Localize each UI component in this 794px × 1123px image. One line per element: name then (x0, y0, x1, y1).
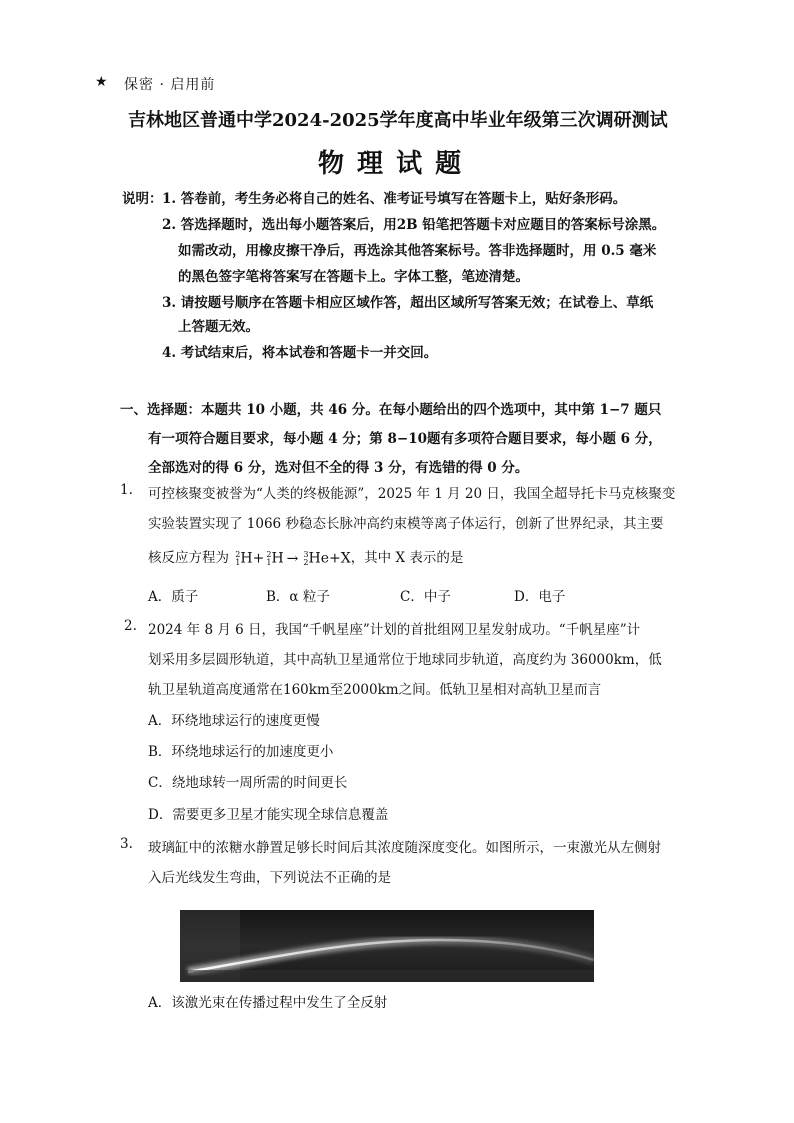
instruction-line: 的黑色签字笔将答案写在答题卡上。字体工整，笔迹清楚。 (178, 269, 529, 285)
charge-number: 1 (266, 557, 272, 567)
reaction-equation-line (148, 546, 463, 567)
option-a: A．环绕地球运行的速度更慢 (148, 713, 320, 729)
laser-beam-photo (180, 910, 594, 982)
equation-prefix: 核反应方程为 (148, 550, 234, 566)
mass-number: 2 (235, 549, 241, 559)
subject-title: 物 理 试 题 (318, 149, 464, 179)
reaction-arrow: → (286, 550, 299, 567)
option-d: D．电子 (514, 589, 566, 605)
section-heading-line: 有一项符合题目要求，每小题 4 分；第 8−10题有多项符合题目要求，每小题 6 分， (148, 431, 662, 447)
option-b: B．环绕地球运行的加速度更小 (148, 744, 334, 760)
question-text: 划采用多层圆形轨道，其中高轨卫星通常位于地球同步轨道，高度约为 36000km，低 (148, 652, 662, 668)
option-b: B．α 粒子 (266, 589, 330, 605)
instruction-line: 2. 答选择题时，选出每小题答案后，用2B 铅笔把答题卡对应题目的答案标号涂黑。 (162, 217, 666, 233)
question-text: 2024 年 8 月 6 日，我国“千帆星座”计划的首批组网卫星发射成功。“千帆星座”计 (148, 622, 641, 638)
option-d: D．需要更多卫星才能实现全球信息覆盖 (148, 807, 389, 823)
charge-number: 1 (235, 557, 241, 567)
question-text: 玻璃缸中的浓糖水静置足够长时间后其浓度随深度变化。如图所示，一束激光从左侧射 (148, 840, 661, 856)
instruction-line: 如需改动，用橡皮擦干净后，再选涂其他答案标号。答非选择题时，用 0.5 毫米 (178, 243, 657, 259)
option-a: A．该激光束在传播过程中发生了全反射 (148, 995, 388, 1011)
symbol-h: H (240, 550, 253, 567)
mass-number: 3 (303, 549, 309, 559)
plus-sign: + (252, 550, 265, 567)
option-a: A．质子 (148, 589, 199, 605)
charge-number: 2 (303, 557, 309, 567)
mass-number: 2 (266, 549, 272, 559)
section-heading: 一、选择题：本题共 10 小题，共 46 分。在每小题给出的四个选项中，其中第 1−7 题只 (120, 402, 662, 418)
plus-sign: + (328, 550, 341, 567)
symbol-h: H (271, 550, 284, 567)
question-text: 入后光线发生弯曲，下列说法不正确的是 (148, 870, 391, 886)
confidential-label: 保密 · 启用前 (124, 77, 216, 93)
question-number: 1. (120, 482, 133, 498)
question-text: 实验装置实现了 1066 秒稳态长脉冲高约束模等离子体运行，创新了世界纪录，其主要 (148, 516, 664, 532)
question-number: 2. (124, 618, 137, 634)
instruction-line: 4. 考试结束后，将本试卷和答题卡一并交回。 (162, 345, 438, 361)
option-c: C．中子 (400, 589, 451, 605)
instruction-line: 上答题无效。 (178, 319, 259, 335)
question-number: 3. (120, 836, 133, 852)
symbol-he: He (308, 550, 329, 567)
equation-suffix: ，其中 X 表示的是 (350, 550, 464, 566)
instruction-line: 3. 请按题号顺序在答题卡相应区域作答，超出区域所写答案无效；在试卷上、草纸 (162, 295, 654, 311)
question-text: 可控核聚变被誉为“人类的终极能源”，2025 年 1 月 20 日，我国全超导托卡马克核聚变 (148, 486, 676, 502)
instruction-line: 1. 答卷前，考生务必将自己的姓名、准考证号填写在答题卡上，贴好条形码。 (162, 191, 627, 207)
option-c: C．绕地球转一周所需的时间更长 (148, 775, 348, 791)
section-heading-line: 全部选对的得 6 分，选对但不全的得 3 分，有选错的得 0 分。 (148, 460, 529, 476)
star-icon: ★ (95, 74, 108, 90)
symbol-x: X (340, 550, 351, 567)
exam-title: 吉林地区普通中学2024-2025学年度高中毕业年级第三次调研测试 (128, 110, 668, 131)
question-text: 轨卫星轨道高度通常在160km至2000km之间。低轨卫星相对高轨卫星而言 (148, 682, 602, 698)
instructions-prefix: 说明： (122, 191, 163, 207)
